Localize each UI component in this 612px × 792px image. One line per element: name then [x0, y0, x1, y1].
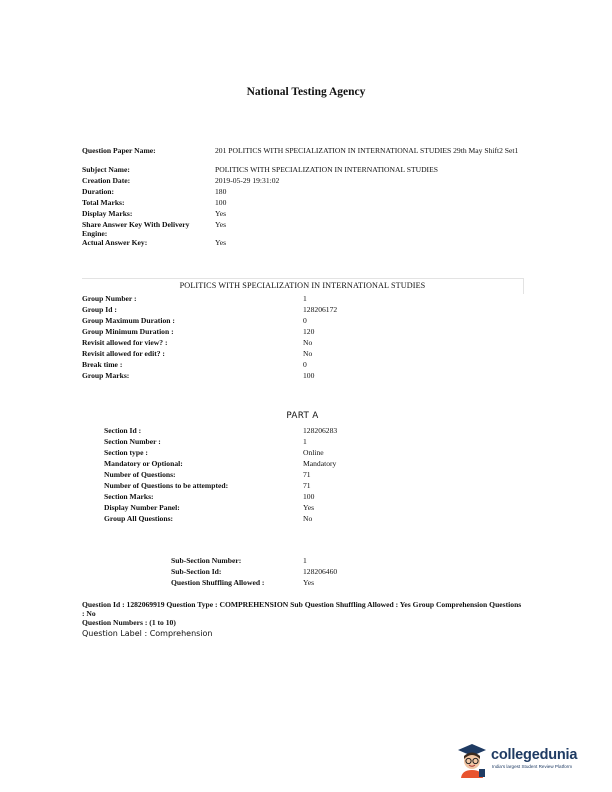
paper-info-value: POLITICS WITH SPECIALIZATION IN INTERNATIONAL STUDIES — [215, 165, 438, 174]
question-label: Question Label : Comprehension — [82, 629, 213, 638]
subsection-info-label: Sub-Section Id: — [171, 567, 222, 576]
subsection-info-value: Yes — [303, 578, 315, 587]
paper-info-label: Actual Answer Key: — [82, 238, 148, 247]
group-info-value: 120 — [303, 327, 315, 336]
section-info-value: 100 — [303, 492, 315, 501]
paper-info-label: Display Marks: — [82, 209, 133, 218]
subsection-info-value: 1 — [303, 556, 307, 565]
section-info-value: No — [303, 514, 313, 523]
question-meta: Question Id : 1282069919 Question Type : COMPREHENSION Sub Question Shuffling Allowed : Yes Group Comprehension Questions : No — [82, 600, 522, 618]
section-info-value: 71 — [303, 470, 311, 479]
section-info-value: 128206283 — [303, 426, 338, 435]
paper-info-label: Total Marks: — [82, 198, 125, 207]
group-header: POLITICS WITH SPECIALIZATION IN INTERNATIONAL STUDIES — [179, 281, 426, 290]
paper-info-value: 180 — [215, 187, 227, 196]
section-info-label: Number of Questions to be attempted: — [104, 481, 229, 490]
subsection-info-label: Sub-Section Number: — [171, 556, 242, 565]
paper-info-value: 201 POLITICS WITH SPECIALIZATION IN INTERNATIONAL STUDIES 29th May Shift2 Set1 — [215, 146, 519, 155]
subsection-info-label: Question Shuffling Allowed : — [171, 578, 265, 587]
paper-info-label: Share Answer Key With Delivery Engine: — [82, 220, 190, 238]
paper-info-label: Duration: — [82, 187, 115, 196]
group-info-value: 1 — [303, 294, 307, 303]
group-info-label: Break time : — [82, 360, 123, 369]
group-info-label: Group Marks: — [82, 371, 130, 380]
group-info-value: 128206172 — [303, 305, 338, 314]
student-mascot-icon — [455, 742, 489, 778]
group-info-label: Group Minimum Duration : — [82, 327, 174, 336]
section-info-label: Section Number : — [104, 437, 161, 446]
group-info-label: Revisit allowed for view? : — [82, 338, 168, 347]
group-info-label: Revisit allowed for edit? : — [82, 349, 165, 358]
section-info-value: 1 — [303, 437, 307, 446]
group-info-value: No — [303, 349, 313, 358]
section-info-label: Section type : — [104, 448, 148, 457]
logo-wordmark: collegedunia — [491, 747, 578, 763]
group-info-value: 0 — [303, 360, 307, 369]
section-info-label: Display Number Panel: — [104, 503, 180, 512]
page-title: National Testing Agency — [246, 86, 366, 98]
group-info-value: 0 — [303, 316, 307, 325]
section-info-label: Mandatory or Optional: — [104, 459, 183, 468]
group-info-label: Group Maximum Duration : — [82, 316, 175, 325]
section-info-label: Number of Questions: — [104, 470, 176, 479]
group-info-label: Group Number : — [82, 294, 137, 303]
group-info-label: Group Id : — [82, 305, 117, 314]
group-info-value: 100 — [303, 371, 315, 380]
collegedunia-logo — [455, 742, 585, 778]
section-header: PART A — [286, 411, 319, 421]
paper-info-label: Question Paper Name: — [82, 146, 156, 155]
paper-info-value: 100 — [215, 198, 227, 207]
section-info-value: Yes — [303, 503, 315, 512]
group-info-value: No — [303, 338, 313, 347]
section-info-label: Section Id : — [104, 426, 142, 435]
paper-info-value: Yes — [215, 209, 227, 218]
section-info-value: Mandatory — [303, 459, 337, 468]
paper-info-value: 2019-05-29 19:31:02 — [215, 176, 280, 185]
paper-info-value: Yes — [215, 220, 227, 229]
section-info-label: Group All Questions: — [104, 514, 174, 523]
logo-tagline: India's largest Student Review Platform — [492, 764, 573, 769]
section-info-label: Section Marks: — [104, 492, 154, 501]
section-info-value: 71 — [303, 481, 311, 490]
paper-info-label: Creation Date: — [82, 176, 131, 185]
paper-info-value: Yes — [215, 238, 227, 247]
section-info-value: Online — [303, 448, 324, 457]
question-numbers: Question Numbers : (1 to 10) — [82, 618, 176, 627]
subsection-info-value: 128206460 — [303, 567, 338, 576]
paper-info-label: Subject Name: — [82, 165, 130, 174]
